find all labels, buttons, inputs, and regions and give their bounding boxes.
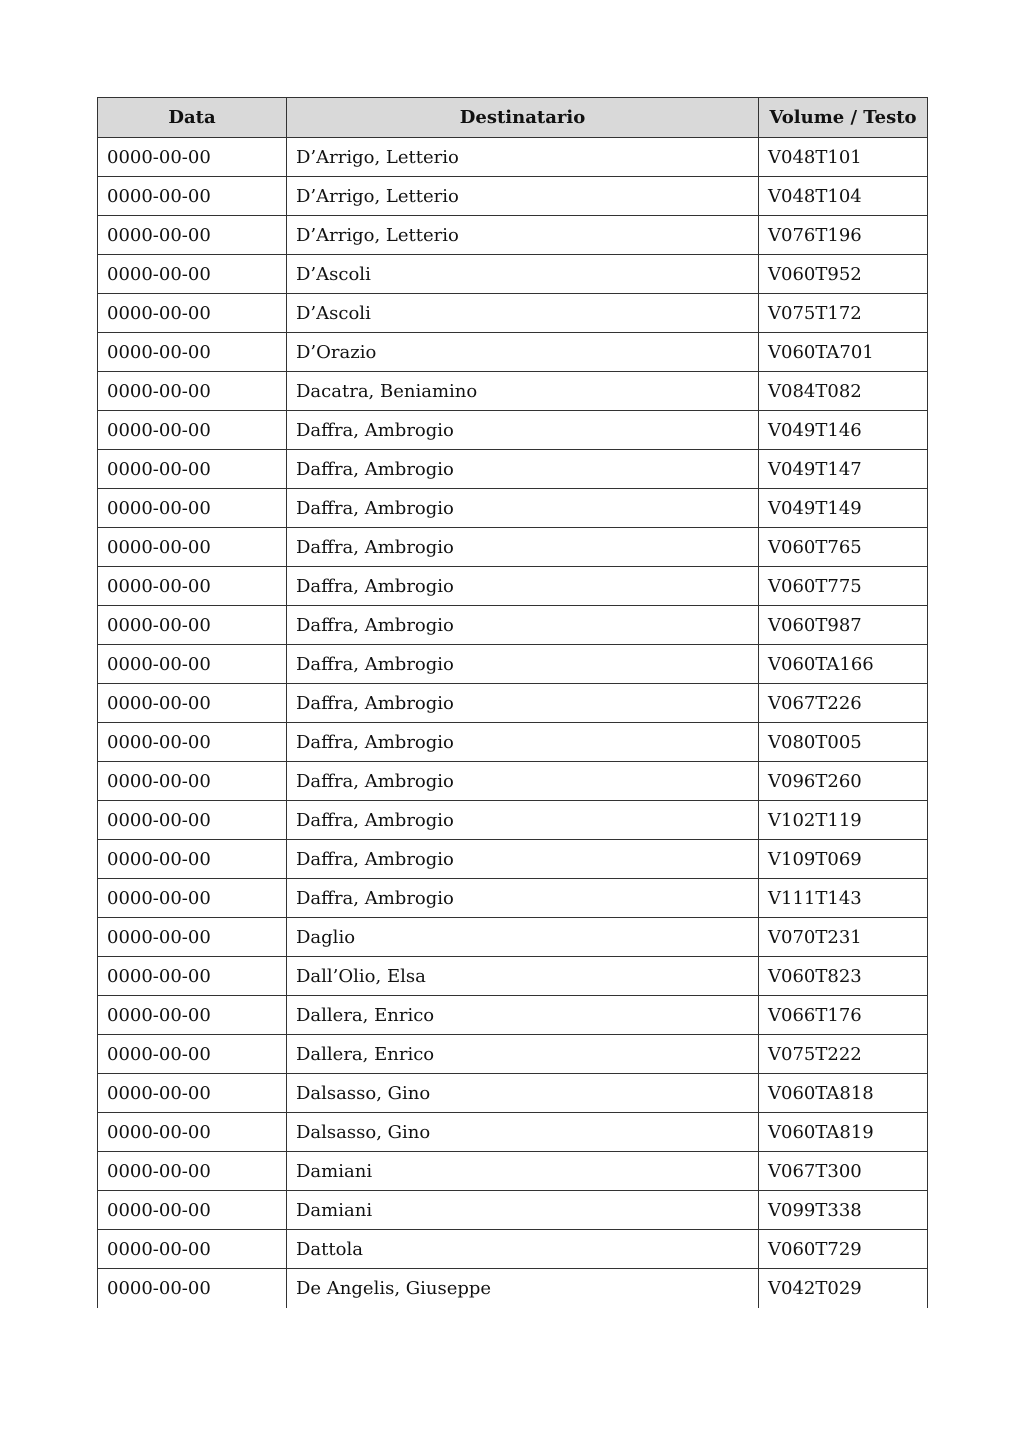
cell-volume: V060TA819	[759, 1113, 928, 1152]
cell-volume: V042T029	[759, 1269, 928, 1308]
table-row	[98, 996, 928, 1035]
cell-recipient: D’Arrigo, Letterio	[287, 177, 759, 216]
cell-volume: V102T119	[759, 801, 928, 840]
cell-volume: V060T775	[759, 567, 928, 606]
cell-recipient: D’Arrigo, Letterio	[287, 216, 759, 255]
cell-volume: V080T005	[759, 723, 928, 762]
table-row	[98, 489, 928, 528]
cell-volume: V049T149	[759, 489, 928, 528]
table-row	[98, 1269, 928, 1308]
table-row	[98, 528, 928, 567]
cell-date: 0000-00-00	[98, 723, 287, 762]
cell-date: 0000-00-00	[98, 567, 287, 606]
table-row	[98, 801, 928, 840]
cell-volume: V060T729	[759, 1230, 928, 1269]
table-row	[98, 567, 928, 606]
cell-volume: V099T338	[759, 1191, 928, 1230]
cell-recipient: Daglio	[287, 918, 759, 957]
cell-recipient: Daffra, Ambrogio	[287, 645, 759, 684]
cell-recipient: Daffra, Ambrogio	[287, 801, 759, 840]
table-body	[98, 138, 928, 1308]
table-row	[98, 177, 928, 216]
cell-date: 0000-00-00	[98, 996, 287, 1035]
cell-volume: V048T101	[759, 138, 928, 177]
cell-recipient: Daffra, Ambrogio	[287, 411, 759, 450]
cell-date: 0000-00-00	[98, 411, 287, 450]
table-row	[98, 1152, 928, 1191]
table-row	[98, 411, 928, 450]
cell-recipient: Daffra, Ambrogio	[287, 489, 759, 528]
cell-date: 0000-00-00	[98, 1035, 287, 1074]
cell-volume: V049T146	[759, 411, 928, 450]
table-row	[98, 1191, 928, 1230]
cell-volume: V076T196	[759, 216, 928, 255]
cell-date: 0000-00-00	[98, 177, 287, 216]
cell-date: 0000-00-00	[98, 294, 287, 333]
table-row	[98, 840, 928, 879]
cell-volume: V070T231	[759, 918, 928, 957]
cell-recipient: D’Arrigo, Letterio	[287, 138, 759, 177]
cell-recipient: Dall’Olio, Elsa	[287, 957, 759, 996]
cell-recipient: Dacatra, Beniamino	[287, 372, 759, 411]
cell-date: 0000-00-00	[98, 762, 287, 801]
cell-date: 0000-00-00	[98, 840, 287, 879]
column-header-date: Data	[98, 98, 287, 138]
table-row	[98, 255, 928, 294]
table-row	[98, 294, 928, 333]
cell-volume: V060T823	[759, 957, 928, 996]
cell-volume: V067T226	[759, 684, 928, 723]
table-row	[98, 216, 928, 255]
cell-date: 0000-00-00	[98, 138, 287, 177]
cell-volume: V066T176	[759, 996, 928, 1035]
cell-volume: V060TA701	[759, 333, 928, 372]
cell-recipient: Dalsasso, Gino	[287, 1074, 759, 1113]
cell-volume: V060TA166	[759, 645, 928, 684]
cell-volume: V109T069	[759, 840, 928, 879]
cell-recipient: Damiani	[287, 1152, 759, 1191]
cell-date: 0000-00-00	[98, 684, 287, 723]
cell-volume: V048T104	[759, 177, 928, 216]
table-row	[98, 684, 928, 723]
cell-recipient: Daffra, Ambrogio	[287, 606, 759, 645]
table-row	[98, 879, 928, 918]
table-row	[98, 606, 928, 645]
cell-date: 0000-00-00	[98, 801, 287, 840]
cell-volume: V060TA818	[759, 1074, 928, 1113]
cell-date: 0000-00-00	[98, 879, 287, 918]
cell-date: 0000-00-00	[98, 1230, 287, 1269]
cell-volume: V075T222	[759, 1035, 928, 1074]
cell-volume: V060T987	[759, 606, 928, 645]
cell-date: 0000-00-00	[98, 1152, 287, 1191]
cell-date: 0000-00-00	[98, 255, 287, 294]
document-page	[97, 97, 927, 1308]
cell-volume: V096T260	[759, 762, 928, 801]
correspondence-table	[97, 97, 928, 1308]
cell-date: 0000-00-00	[98, 333, 287, 372]
cell-recipient: D’Ascoli	[287, 294, 759, 333]
table-row	[98, 645, 928, 684]
cell-date: 0000-00-00	[98, 528, 287, 567]
table-row	[98, 1113, 928, 1152]
cell-date: 0000-00-00	[98, 372, 287, 411]
cell-recipient: Damiani	[287, 1191, 759, 1230]
cell-date: 0000-00-00	[98, 606, 287, 645]
table-row	[98, 372, 928, 411]
cell-volume: V060T765	[759, 528, 928, 567]
cell-date: 0000-00-00	[98, 645, 287, 684]
table-row	[98, 1230, 928, 1269]
cell-date: 0000-00-00	[98, 918, 287, 957]
cell-date: 0000-00-00	[98, 1269, 287, 1308]
cell-volume: V067T300	[759, 1152, 928, 1191]
table-header	[98, 98, 928, 138]
cell-recipient: De Angelis, Giuseppe	[287, 1269, 759, 1308]
table-row	[98, 1035, 928, 1074]
table-row	[98, 333, 928, 372]
cell-recipient: Daffra, Ambrogio	[287, 528, 759, 567]
cell-recipient: Daffra, Ambrogio	[287, 762, 759, 801]
cell-recipient: Dattola	[287, 1230, 759, 1269]
cell-recipient: Daffra, Ambrogio	[287, 450, 759, 489]
cell-date: 0000-00-00	[98, 957, 287, 996]
cell-date: 0000-00-00	[98, 216, 287, 255]
table-row	[98, 957, 928, 996]
table-row	[98, 450, 928, 489]
cell-recipient: Dallera, Enrico	[287, 996, 759, 1035]
cell-recipient: Daffra, Ambrogio	[287, 723, 759, 762]
cell-recipient: Daffra, Ambrogio	[287, 840, 759, 879]
cell-volume: V075T172	[759, 294, 928, 333]
cell-date: 0000-00-00	[98, 1191, 287, 1230]
cell-date: 0000-00-00	[98, 450, 287, 489]
cell-recipient: D’Orazio	[287, 333, 759, 372]
cell-recipient: Daffra, Ambrogio	[287, 879, 759, 918]
cell-date: 0000-00-00	[98, 1074, 287, 1113]
column-header-volume: Volume / Testo	[759, 98, 928, 138]
table-row	[98, 1074, 928, 1113]
cell-recipient: Dallera, Enrico	[287, 1035, 759, 1074]
cell-volume: V111T143	[759, 879, 928, 918]
table-row	[98, 138, 928, 177]
header-row	[98, 98, 928, 138]
cell-volume: V060T952	[759, 255, 928, 294]
cell-date: 0000-00-00	[98, 489, 287, 528]
table-row	[98, 762, 928, 801]
cell-volume: V049T147	[759, 450, 928, 489]
cell-recipient: Daffra, Ambrogio	[287, 567, 759, 606]
table-row	[98, 723, 928, 762]
table-row	[98, 918, 928, 957]
cell-volume: V084T082	[759, 372, 928, 411]
cell-date: 0000-00-00	[98, 1113, 287, 1152]
column-header-recipient: Destinatario	[287, 98, 759, 138]
cell-recipient: Daffra, Ambrogio	[287, 684, 759, 723]
cell-recipient: Dalsasso, Gino	[287, 1113, 759, 1152]
cell-recipient: D’Ascoli	[287, 255, 759, 294]
